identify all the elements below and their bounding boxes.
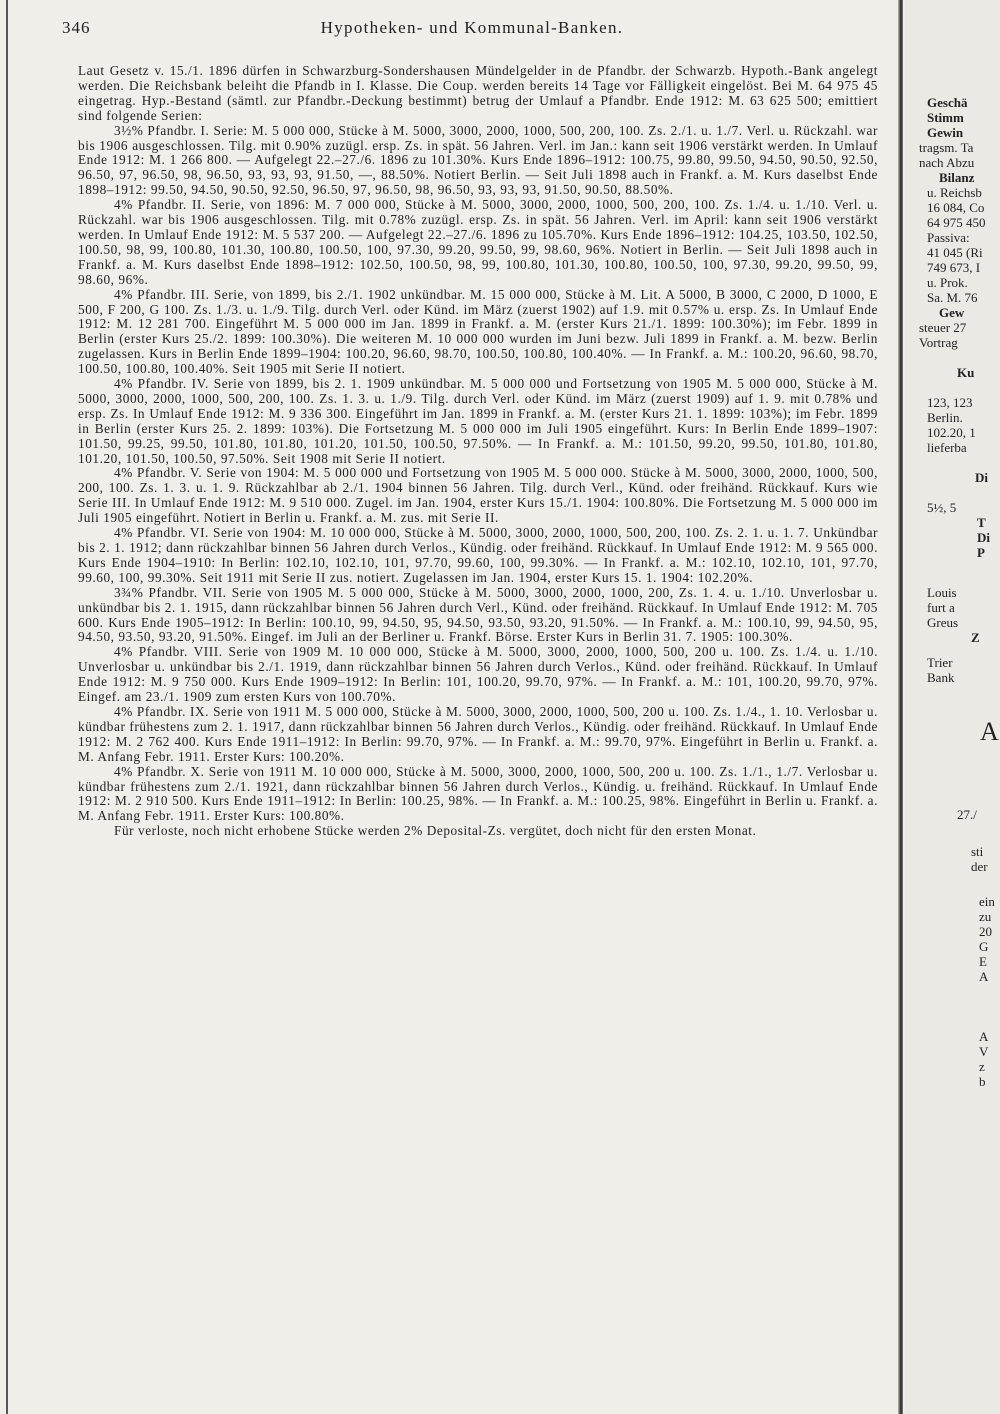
series-viii-paragraph: 4% Pfandbr. VIII. Serie von 1909 M. 10 000 000, Stücke à M. 5000, 3000, 2000, 1000, 500, 200 u. 100. Zs. 1./4. u. 1./10. Unverlosbar u. unkündbar bis 2./1. 1919, dann rückzahlbar binnen 56 Jahren durch Verlos., Künd. oder freihänd. Rückkauf. In Umlauf Ende 1912: M. 9 750 000. Kurs Ende 1909–1912: In Berlin: 101, 100.20, 99.70, 97%. — In Frankf. a. M.: 101, 100.20, 99.70, 97%. Eingef. am 23./1. 1909 zum ersten Kurs von 100.70%. [78,644,878,705]
right-fragment-line: E [979,954,987,969]
series-ii-paragraph: 4% Pfandbr. II. Serie, von 1896: M. 7 000 000, Stücke à M. 5000, 3000, 2000, 1000, 500, 200, 100. Zs. 1./4. u. 1./10. Verl. u. Rückzahl. war bis 1906 ausgeschlossen. Tilg. mit 0.78% zuzügl. ersp. Zs. in spät. 56 Jahren. Verl. im April: kann seit 1906 verstärkt werden. In Umlauf Ende 1912: M. 5 537 200. — Aufgelegt 22.–27./6. 1896 zu 105.70%. Kurs Ende 1896–1912: 104.25, 103.50, 102.50, 100.50, 98, 99, 100.80, 101.30, 100.80, 100.50, 100, 97.30, 99.20, 99.50, 99, 98.60, 96%. Notiert in Berlin. — Seit Juli 1898 auch in Frankf. a. M. Kurs daselbst Ende 1898–1912: 102.50, 100.50, 98, 99, 100.80, 101.30, 100.80, 100.50, 100, 97.30, 99.20, 99.50, 99, 98.60, 96%. [78,197,878,287]
series-i-paragraph: 3½% Pfandbr. I. Serie: M. 5 000 000, Stücke à M. 5000, 3000, 2000, 1000, 500, 200, 100. Zs. 2./1. u. 1./7. Verl. u. Rückzahl. war bis 1906 ausgeschlossen. Tilg. mit 0.90% zuzügl. ersp. Zs. in spät. 56 Jahren. Verl. im Jan.: kann seit 1906 verstärkt werden. In Umlauf Ende 1912: M. 1 266 800. — Aufgelegt 22.–27./6. 1896 zu 101.30%. Kurs Ende 1896–1912: 100.75, 99.80, 99.50, 94.50, 90.50, 92.50, 96.50, 97, 96.50, 98, 96.50, 93, 93, 93, 91.50, —, 88.50%. Notiert Berlin. — Seit Juli 1898 auch in Frankf. a. M. Kurs daselbst Ende 1898–1912: 99.50, 94.50, 90.50, 92.50, 96.50, 97, 96.50, 98, 96.50, 93, 93, 93, 91.50, 90.50, 88.50%. [78,122,878,198]
right-fragment-line: Z [971,630,980,645]
right-fragment-line: furt a [927,600,955,615]
series-ix-paragraph: 4% Pfandbr. IX. Serie von 1911 M. 5 000 000, Stücke à M. 5000, 3000, 2000, 1000, 500, 200 u. 100. Zs. 1./4., 1. 10. Verlosbar u. kündbar frühestens zum 2. 1. 1917, dann rückzahlbar binnen 56 Jahren durch Verlos., Kündig. oder freihänd. Rückkauf. In Umlauf Ende 1912: M. 2 762 400. Kurs Ende 1911–1912: In Berlin: 99.70, 97%. — In Frankf. a. M.: 99.70, 97%. Eingeführt in Berlin u. Frankf. a. M. Anfang Febr. 1911. Erster Kurs: 100.20%. [78,703,878,764]
series-iv-paragraph: 4% Pfandbr. IV. Serie von 1899, bis 2. 1. 1909 unkündbar. M. 5 000 000 und Fortsetzung von 1905 M. 5 000 000, Stücke à M. 5000, 3000, 2000, 1000, 500, 200, 100. Zs. 1. 3. u. 1./9. Tilg. durch Verl. oder Künd. im März (zuerst 1909) auf 1. 9. mit 0.78% und ersp. Zs. In Umlauf Ende 1912: M. 9 336 300. Eingeführt im Jan. 1899 in Frankf. a. M. (erster Kurs 21. 1. 1899: 103%); im Febr. 1899 in Berlin (erster Kurs 25. 2. 1899: 103%). Die Fortsetzung M. 5 000 000 im Juli 1905 eingeführt. Kurs: In Berlin Ende 1899–1907: 101.50, 99.25, 99.50, 101.80, 101.80, 101.20, 101.50, 100.50, 97.50%. — In Frankf. a. M.: 101.50, 99.20, 99.50, 101.80, 101.80, 101.20, 101.50, 100.50, 97.50%. Seit 1908 mit Serie II notiert. [78,376,878,466]
right-fragment-line: 749 673, I [927,260,981,275]
right-fragment-line: Greus [927,615,959,630]
adjacent-page-fragment [905,0,1000,1414]
right-fragment-line: Trier [927,655,953,670]
right-fragment-line: zu [979,909,992,924]
right-fragment-line: Passiva: [927,230,970,245]
right-fragment-line: Bilanz [939,170,975,185]
right-fragment-line: u. Reichsb [927,185,982,200]
right-fragment-line: tragsm. Ta [919,140,974,155]
right-fragment-line: der [971,859,988,874]
main-text-column [78,64,878,839]
page-header [62,18,882,48]
right-fragment-line: P [977,545,985,560]
right-fragment-line: Stimm [927,110,964,125]
right-fragment-line: lieferba [927,440,967,455]
right-fragment-line: Vortrag [919,335,958,350]
running-title: Hypotheken- und Kommunal-Banken. [320,18,624,37]
right-fragment-line: b [979,1074,986,1089]
page-edge-rule [6,0,8,1414]
right-fragment-line: steuer 27 [919,320,967,335]
right-fragment-line: Louis [927,585,957,600]
closing-note-paragraph: Für verloste, noch nicht erhobene Stücke werden 2% Deposital-Zs. vergütet, doch nicht für den ersten Monat. [114,823,757,839]
right-fragment-line: ein [979,894,995,909]
right-fragment-line: Gewin [927,125,964,140]
series-vii-paragraph: 3¾% Pfandbr. VII. Serie von 1905 M. 5 000 000, Stücke à M. 5000, 3000, 2000, 1000, 200, Zs. 1. 4. u. 1./10. Unverlosbar u. unkündbar bis 2. 1. 1915, dann rückzahlbar binnen 56 Jahren durch Verl., Künd. oder freihänd. Rückkauf. In Umlauf Ende 1912: M. 705 600. Kurs Ende 1905–1912: In Berlin: 100.10, 99, 94.50, 95, 94.50, 93.50, 93.20, 91.50%. — In Frankf. a. M.: 100.10, 99, 94.50, 95, 94.50, 93.50, 93.20, 91.50%. Eingef. im Juli an der Berliner u. Frankf. Börse. Erster Kurs in Berlin 31. 7. 1905: 100.30%. [78,584,878,645]
right-fragment-line: V [979,1044,989,1059]
right-fragment-line: Sa. M. 76 [927,290,978,305]
right-fragment-line: G [979,939,989,954]
right-fragment-line: 102.20, 1 [927,425,976,440]
right-fragment-line: 64 975 450 [927,215,986,230]
right-fragment-line: Di [977,530,990,545]
series-v-paragraph: 4% Pfandbr. V. Serie von 1904: M. 5 000 000 und Fortsetzung von 1905 M. 5 000 000. Stücke à M. 5000, 3000, 2000, 1000, 500, 200, 100. Zs. 1. 3. u. 1. 9. Rückzahlbar ab 2./1. 1904 binnen 56 Jahren. Tilg. durch Verl., Künd. oder freihänd. Rückkauf. Kurs wie Serie III. In Umlauf Ende 1912: M. 9 510 000. Zugel. im Jan. 1904, erster Kurs 15./1. 1904: 100.80%. Die Fortsetzung M. 5 000 000 im Juli 1905 eingeführt. Notiert in Berlin u. Frankf. a. M. zus. mit Serie II. [78,465,878,526]
page-fold-shadow [898,0,903,1414]
right-fragment-line: u. Prok. [927,275,968,290]
series-vi-paragraph: 4% Pfandbr. VI. Serie von 1904: M. 10 000 000, Stücke à M. 5000, 3000, 2000, 1000, 500, 200, 100. Zs. 2. 1. u. 1. 7. Unkündbar bis 2. 1. 1912; dann rückzahlbar binnen 56 Jahren durch Verlos., Kündig. oder freihänd. Rückkauf. In Umlauf Ende 1912: M. 9 565 000. Kurs Ende 1904–1910: In Berlin: 102.10, 102.10, 101, 97.70, 99.60, 100, 99.30%. — In Frankf. a. M.: 102.10, 102.10, 101, 97.70, 99.60, 100, 99.30%. Seit 1911 mit Serie II zus. notiert. Zugelassen im Jan. 1904, erster Kurs 15. 1. 1904: 102.20%. [78,525,878,585]
right-fragment-line: 123, 123 [927,395,973,410]
right-fragment-line: 20 [979,924,992,939]
right-fragment-line: A [979,969,989,984]
right-fragment-line: A [979,1029,989,1044]
right-fragment-line: 16 084, Co [927,200,985,215]
right-fragment-line: sti [971,844,984,859]
right-fragment-line: 5½, 5 [927,500,957,515]
right-fragment-line: z [979,1059,985,1074]
intro-paragraph: Laut Gesetz v. 15./1. 1896 dürfen in Schwarzburg-Sondershausen Mündelgelder in de Pfandbr. der Schwarzb. Hypoth.-Bank angelegt werden. Die Reichsbank beleiht die Pfandb in I. Klasse. Die Coup. werden bereits 14 Tage vor Fälligkeit eingelöst. Bei M. 64 975 45 eingetrag. Hyp.-Bestand (sämtl. zur Pfandbr.-Deckung bestimmt) betrug der Umlauf a Pfandbr. Ende 1912: M. 63 625 500; emittiert sind folgende Serien: [78,63,878,123]
series-x-paragraph: 4% Pfandbr. X. Serie von 1911 M. 10 000 000, Stücke à M. 5000, 3000, 2000, 1000, 500, 200 u. 100. Zs. 1./1., 1./7. Verlosbar u. kündbar frühestens zum 2./1. 1921, dann rückzahlbar binnen 56 Jahren durch Verlos., Kündig. u. freihänd. Rückkauf. In Umlauf Ende 1912: M. 2 910 500. Kurs Ende 1911–1912: In Berlin: 100.25, 98%. — In Frankf. a. M.: 100.25, 98%. Eingeführt in Berlin u. Frankf. a. M. Anfang Febr. 1911. Erster Kurs: 100.80%. [78,763,878,824]
right-fragment-line: T [977,515,986,530]
right-fragment-line: A [980,717,999,746]
right-fragment-line: Gew [939,305,965,320]
right-fragment-line: nach Abzu [919,155,975,170]
right-fragment-line: Bank [927,670,955,685]
right-fragment-line: Di [975,470,988,485]
right-fragment-line: Berlin. [927,410,963,425]
series-iii-paragraph: 4% Pfandbr. III. Serie, von 1899, bis 2./1. 1902 unkündbar. M. 15 000 000, Stücke à M. Lit. A 5000, B 3000, C 2000, D 1000, E 500, F 200, G 100. Zs. 1./3. u. 1./9. Tilg. durch Verl. oder Künd. im März (zuerst 1902) auf 1.9. mit 0.57% u. ersp. Zs. In Umlauf Ende 1912: M. 12 281 700. Eingeführt M. 5 000 000 im Jan. 1899 in Frankf. a. M. (erster Kurs 21./1. 1899: 100.30%); im Febr. 1899 in Berlin (erster Kurs 25./2. 1899: 100.30%). Die weiteren M. 10 000 000 wurden im Juni bezw. Juli 1899 in Frankf. a. M. bezw. Berlin zugelassen. Kurs in Berlin Ende 1899–1904: 100.20, 96.60, 98.70, 100.50, 100.80, 100.40%. — In Frankf. a. M.: 100.20, 96.60, 98.70, 100.50, 100.80, 100.40%. Seit 1905 mit Serie II notiert. [78,286,878,377]
right-fragment-line: 41 045 (Ri [927,245,983,260]
page-number: 346 [62,18,91,37]
right-fragment-line: Ku [957,365,975,380]
right-fragment-line: Geschä [927,95,968,110]
right-fragment-line: 27./ [957,807,977,822]
